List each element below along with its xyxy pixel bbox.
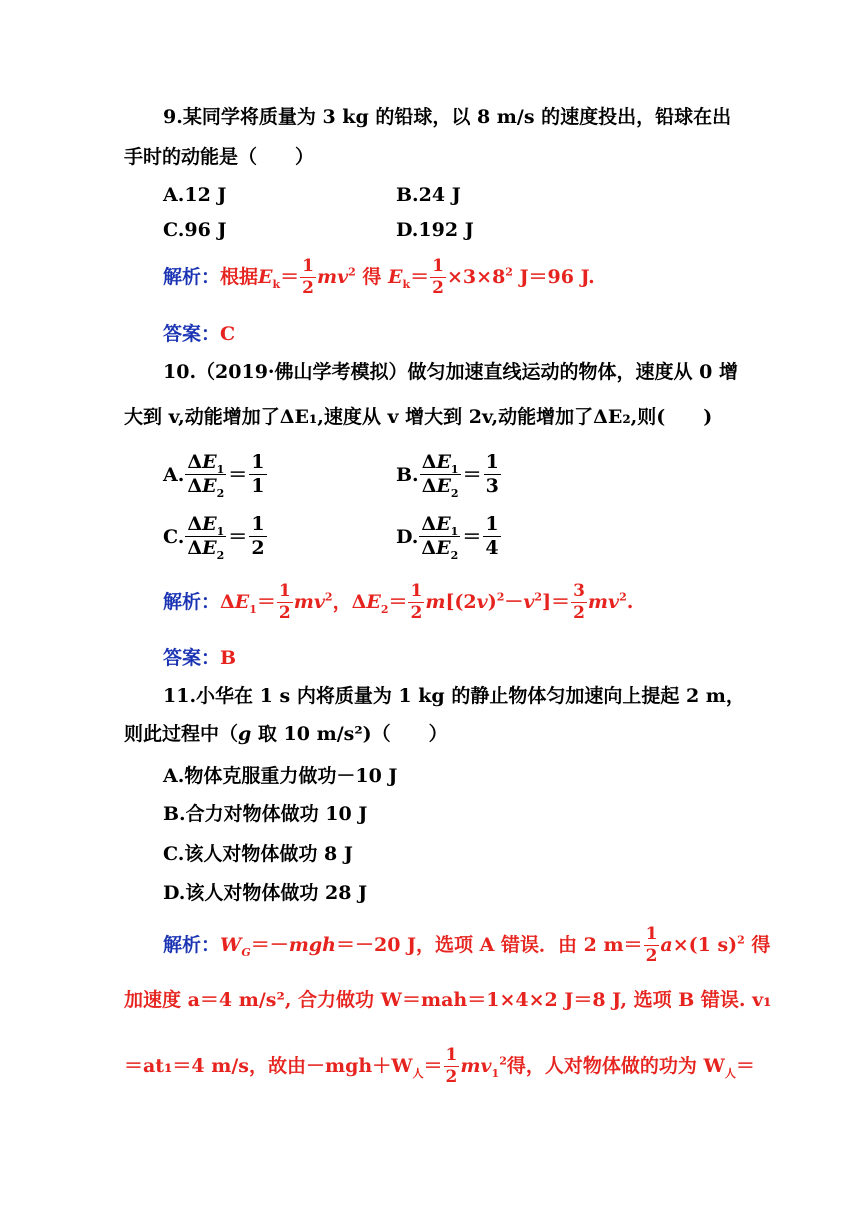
fraction-half: $\frac{1}{2}$: [432, 255, 445, 298]
q10-answer: [163, 644, 236, 672]
q9-option-c: C.96 J: [163, 219, 227, 241]
fraction-half: $\frac{1}{2}$: [302, 255, 314, 298]
q10-option-b: B. $\frac{\Delta E_1}{\Delta E_2}$ ＝ $\frac{1}{3}$: [396, 451, 499, 500]
q9-option-b: B.24 J: [396, 184, 461, 206]
q10-analysis: 解析：$\Delta E_1=$ $\frac{1}{2}$ $mv^2$，$\Delta E_2=$ $\frac{1}{2}$ $m[(2v)^2-v^2]=$ $\frac{3}{2}$ $mv^2$.: [163, 580, 634, 623]
q9-stem-line2: 手时的动能是（ ）: [124, 146, 315, 168]
fraction-three-halves: $\frac{3}{2}$: [573, 580, 585, 623]
analysis-label: 解析：: [163, 266, 221, 288]
answer-label: 答案：: [163, 323, 221, 345]
q11-analysis-line2: 加速度 a＝4 m/s², 合力做功 W＝mah＝1×4×2 J＝8 J, 选项 B 错误. v₁: [124, 989, 772, 1011]
q11-option-b: B.合力对物体做功 10 J: [163, 803, 368, 825]
q9-analysis: 解析：根据$E_k=$ $\frac{1}{2}$ $mv^2$ 得 $E_k=$ $\frac{1}{2}$ $\times 3\times 8^2$ J＝96 J.: [163, 255, 595, 298]
q9-answer-value: C: [220, 323, 236, 345]
q11-analysis-line1: 解析：$W_G=-mgh=-20$ J，选项 A 错误．由 2 m＝ $\frac{1}{2}$ a×(1 s)$^2$ 得: [163, 923, 771, 966]
q11-option-a: A.物体克服重力做功－10 J: [163, 765, 398, 787]
q9-answer: [163, 320, 235, 348]
q11-option-c: C.该人对物体做功 8 J: [163, 843, 353, 865]
fraction-half: $\frac{1}{2}$: [410, 580, 423, 623]
q9-analysis-pre: 根据: [220, 266, 259, 288]
fraction-half: $\frac{1}{2}$: [278, 580, 291, 623]
q10-option-a: A. $\frac{\Delta E_1}{\Delta E_2}$ ＝ $\frac{1}{1}$: [163, 451, 265, 500]
q10-stem-line2: 大到 v,动能增加了ΔE₁,速度从 v 增大到 2v,动能增加了ΔE₂,则( ): [124, 406, 713, 428]
q10-answer-value: B: [220, 647, 237, 669]
answer-label: 答案：: [163, 647, 221, 669]
q9-stem-line1: 9.某同学将质量为 3 kg 的铅球，以 8 m/s 的速度投出，铅球在出: [163, 106, 732, 128]
q9-option-d: D.192 J: [396, 219, 474, 241]
analysis-label: 解析：: [163, 591, 221, 613]
fraction-half: $\frac{1}{2}$: [445, 1044, 458, 1087]
q11-analysis-line3: ＝at₁＝4 m/s，故由$-mgh+W_人=$ $\frac{1}{2}$ $mv_1^2$得，人对物体做的功为 $W_人=$: [124, 1044, 755, 1087]
q9-option-a: A.12 J: [163, 184, 227, 206]
fraction-half: $\frac{1}{2}$: [645, 923, 658, 966]
analysis-label: 解析：: [163, 934, 221, 956]
q11-stem-line2: 则此过程中（g 取 10 m/s²)（ ）: [124, 723, 448, 745]
q11-stem-line1: 11.小华在 1 s 内将质量为 1 kg 的静止物体匀加速向上提起 2 m，: [163, 685, 745, 707]
q10-stem-line1: 10.（2019·佛山学考模拟）做匀加速直线运动的物体，速度从 0 增: [163, 361, 739, 383]
q10-option-d: D. $\frac{\Delta E_1}{\Delta E_2}$ ＝ $\frac{1}{4}$: [396, 513, 499, 562]
q10-option-c: C. $\frac{\Delta E_1}{\Delta E_2}$ ＝ $\frac{1}{2}$: [163, 513, 265, 562]
q11-option-d: D.该人对物体做功 28 J: [163, 882, 368, 904]
